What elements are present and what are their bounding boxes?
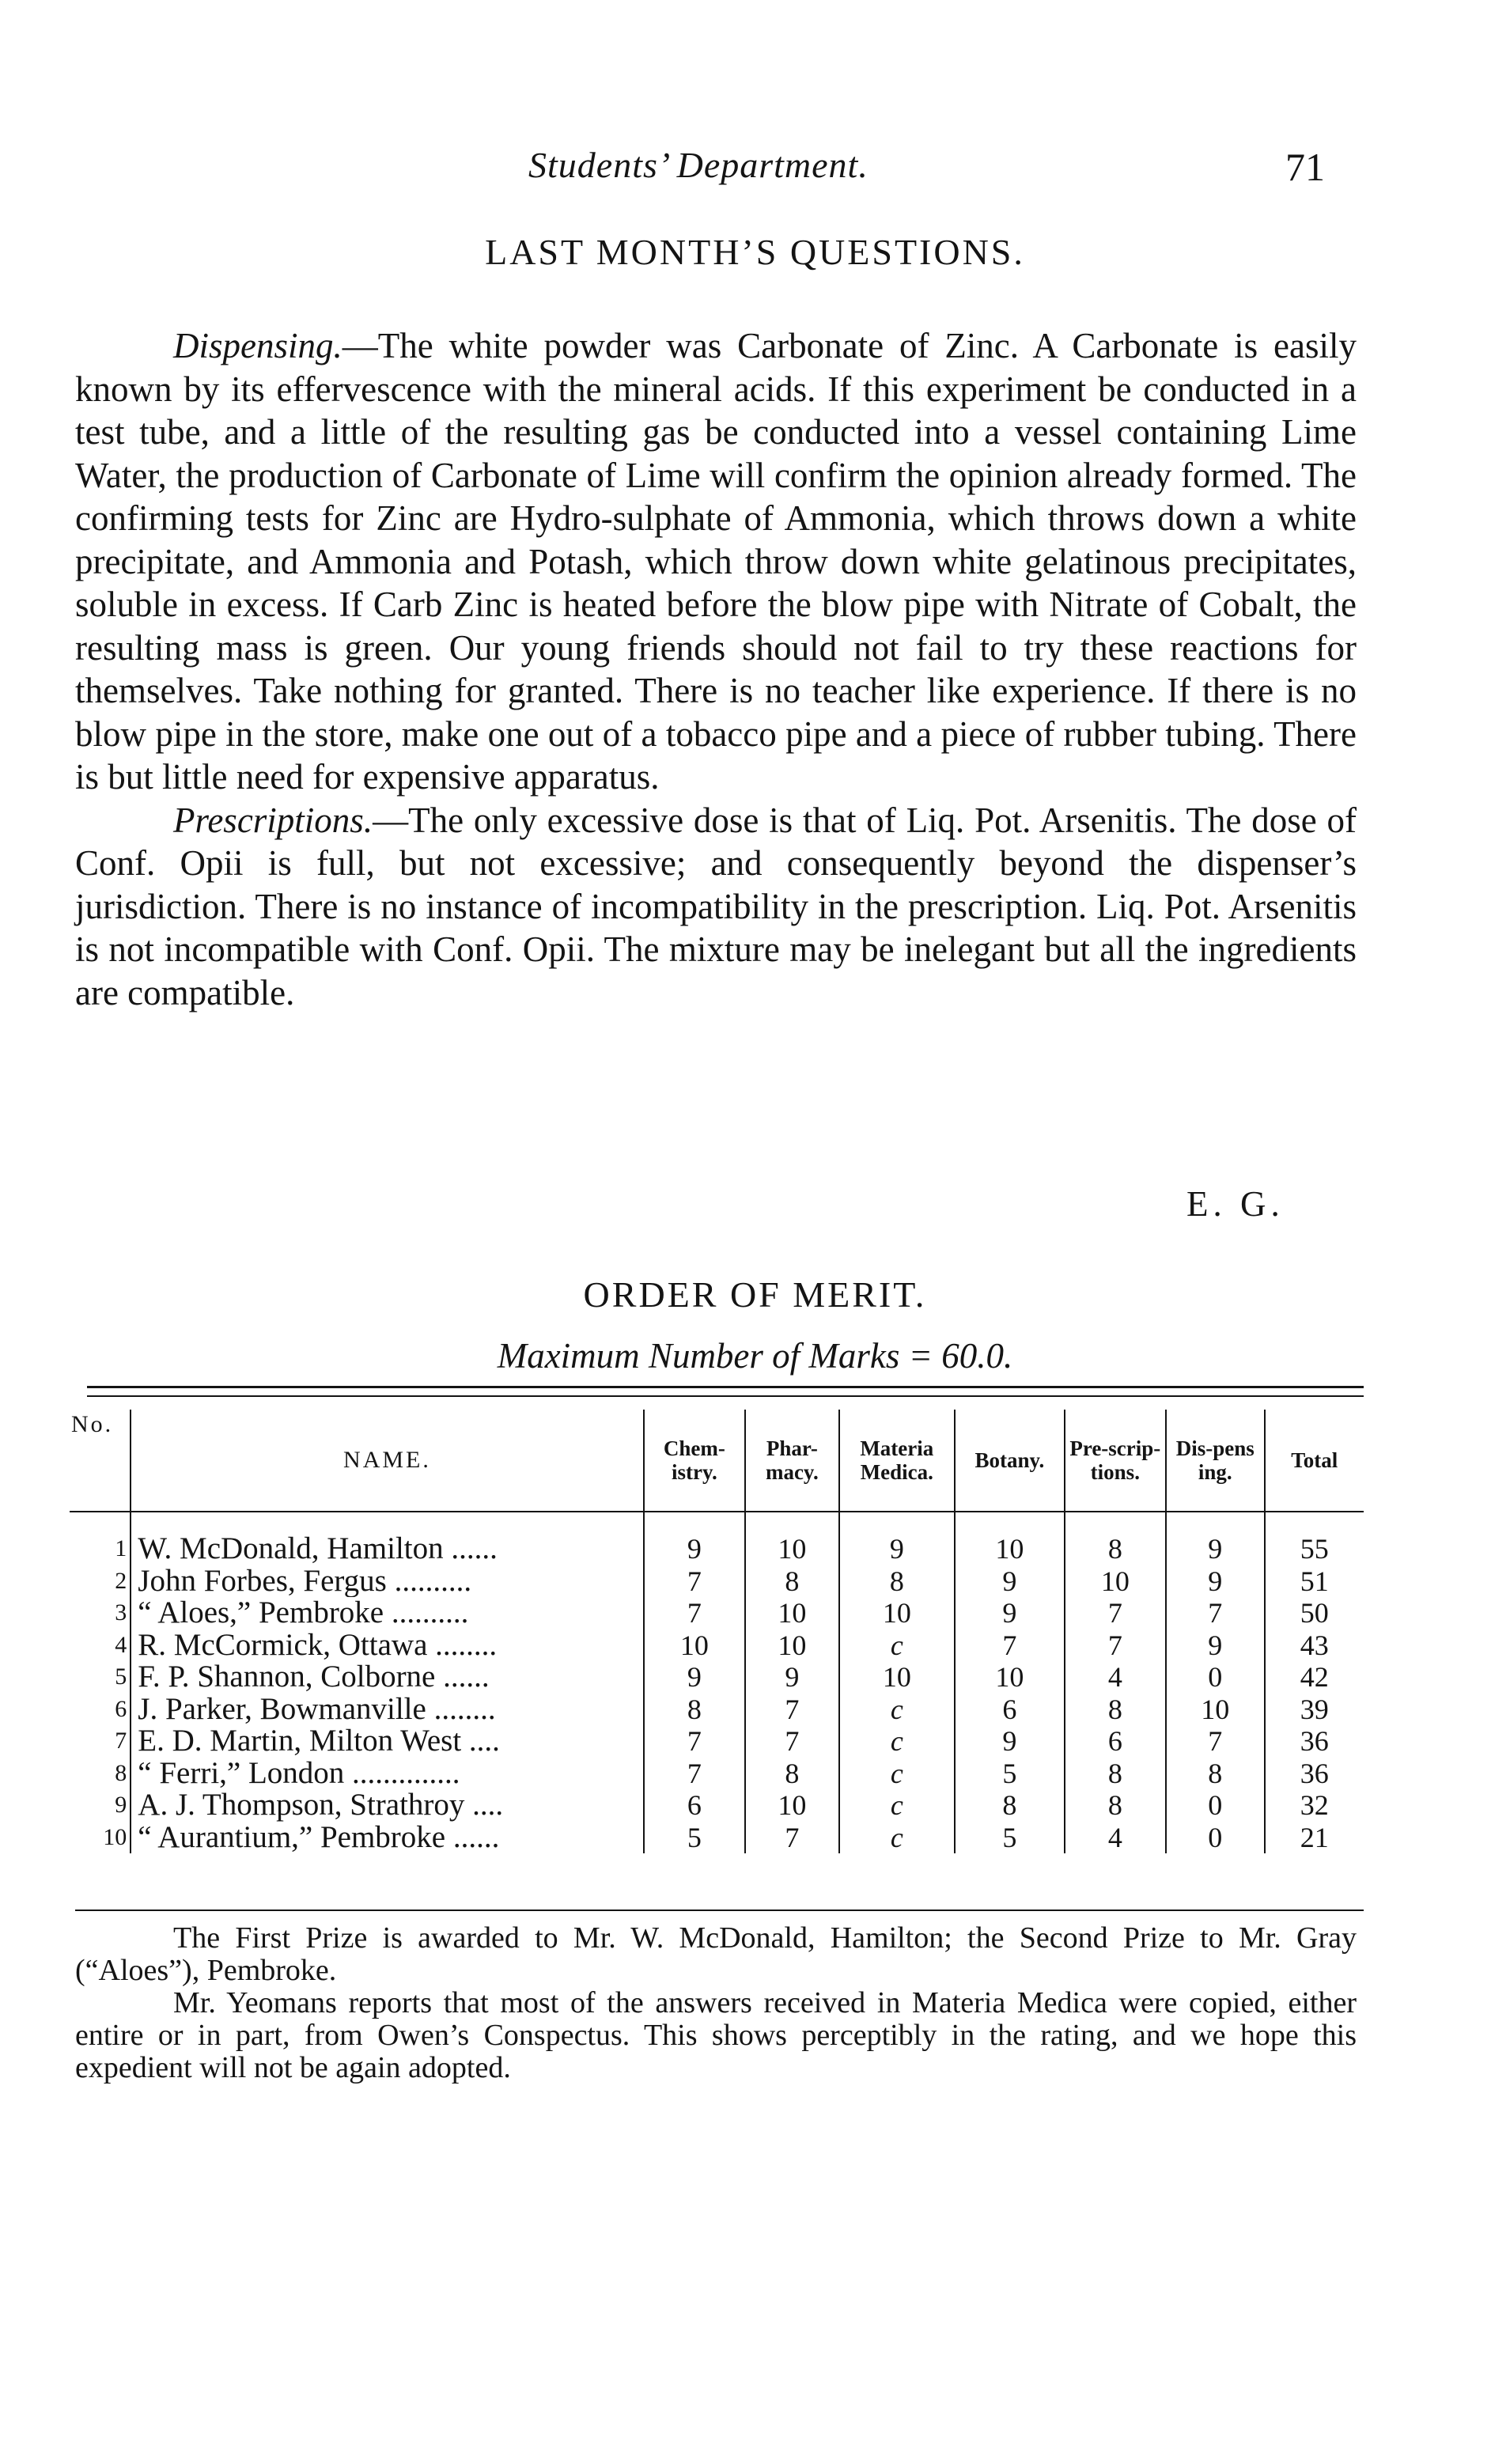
table-row (70, 1789, 1364, 1822)
table-row (70, 1694, 1364, 1726)
cell-total: 21 (1265, 1822, 1364, 1854)
cell-dispensing: 10 (1166, 1694, 1264, 1726)
cell-pharmacy: 8 (745, 1758, 838, 1790)
cell-botany: 9 (955, 1725, 1065, 1758)
row-no: 9 (115, 1792, 127, 1819)
dispensing-label: Dispensing. (173, 326, 342, 365)
row-no: 10 (103, 1823, 127, 1850)
questions-body (75, 324, 1357, 1014)
cell-chemistry: 10 (644, 1629, 745, 1662)
col-pharmacy: Phar-macy. (745, 1410, 838, 1512)
row-name: E. D. Martin, Milton West .... (131, 1725, 643, 1758)
cell-total: 50 (1265, 1597, 1364, 1629)
table-row (70, 1629, 1364, 1662)
col-botany: Botany. (955, 1410, 1065, 1512)
table-row (70, 1725, 1364, 1758)
cell-botany: 8 (955, 1789, 1065, 1822)
cell-chemistry: 8 (644, 1694, 745, 1726)
cell-materia-medica: c (839, 1822, 956, 1854)
cell-materia-medica: 10 (839, 1597, 956, 1629)
row-no: 6 (115, 1695, 127, 1722)
table-row (70, 1822, 1364, 1854)
cell-dispensing: 0 (1166, 1789, 1264, 1822)
cell-pharmacy: 10 (745, 1597, 838, 1629)
cell-materia-medica: c (839, 1725, 956, 1758)
cell-botany: 6 (955, 1694, 1065, 1726)
cell-dispensing: 9 (1166, 1629, 1264, 1662)
cell-dispensing: 8 (1166, 1758, 1264, 1790)
col-no: No. (71, 1411, 114, 1437)
cell-prescriptions: 8 (1065, 1758, 1166, 1790)
notes (75, 1922, 1357, 2084)
cell-chemistry: 9 (644, 1661, 745, 1694)
cell-botany: 7 (955, 1629, 1065, 1662)
cell-prescriptions: 10 (1065, 1565, 1166, 1598)
table-row (70, 1512, 1364, 1565)
cell-materia-medica: c (839, 1629, 956, 1662)
col-total: Total (1265, 1410, 1364, 1512)
cell-dispensing: 9 (1166, 1565, 1264, 1598)
cell-total: 42 (1265, 1661, 1364, 1694)
cell-dispensing: 0 (1166, 1661, 1264, 1694)
col-chemistry: Chem-istry. (644, 1410, 745, 1512)
cell-chemistry: 7 (644, 1758, 745, 1790)
row-name: R. McCormick, Ottawa ........ (131, 1629, 643, 1662)
row-name: F. P. Shannon, Colborne ...... (131, 1661, 643, 1694)
signature: E. G. (1186, 1184, 1285, 1224)
cell-chemistry: 5 (644, 1822, 745, 1854)
row-name: “ Ferri,” London .............. (131, 1758, 643, 1790)
cell-prescriptions: 6 (1065, 1725, 1166, 1758)
cell-botany: 5 (955, 1822, 1065, 1854)
row-no: 2 (115, 1567, 127, 1594)
cell-prescriptions: 8 (1065, 1789, 1166, 1822)
row-name: John Forbes, Fergus .......... (131, 1565, 643, 1598)
table-bottom-rule (75, 1910, 1364, 1911)
table-row (70, 1597, 1364, 1629)
cell-prescriptions: 4 (1065, 1661, 1166, 1694)
prescriptions-label: Prescriptions. (173, 800, 373, 840)
cell-pharmacy: 10 (745, 1512, 838, 1565)
cell-materia-medica: 10 (839, 1661, 956, 1694)
prescriptions-text: —The only excessive dose is that of Liq. Pot. Arsenitis. The dose of Conf. Opii is full, but not excessive; and consequently beyond the dispenser’s jurisdiction. There is no instance of incompatibility in the prescription. Liq. Pot. Arsenitis is not incompatible with Conf. Opii. The mixture may be inelegant but all the ingredients are compatible. (75, 800, 1357, 1012)
cell-chemistry: 7 (644, 1597, 745, 1629)
cell-prescriptions: 8 (1065, 1512, 1166, 1565)
row-no: 4 (115, 1631, 127, 1658)
row-name: “ Aurantium,” Pembroke ...... (131, 1822, 643, 1854)
cell-prescriptions: 7 (1065, 1597, 1166, 1629)
order-of-merit-table (70, 1410, 1364, 1853)
cell-chemistry: 7 (644, 1565, 745, 1598)
row-no: 1 (115, 1535, 127, 1562)
cell-prescriptions: 8 (1065, 1694, 1166, 1726)
cell-total: 51 (1265, 1565, 1364, 1598)
cell-materia-medica: c (839, 1789, 956, 1822)
cell-pharmacy: 7 (745, 1822, 838, 1854)
table-row (70, 1758, 1364, 1790)
questions-heading: LAST MONTH’S QUESTIONS. (485, 232, 1025, 272)
row-name: W. McDonald, Hamilton ...... (131, 1512, 643, 1565)
row-no: 3 (115, 1599, 127, 1626)
cell-botany: 9 (955, 1597, 1065, 1629)
col-dispensing: Dis-pens ing. (1166, 1410, 1264, 1512)
row-no: 8 (115, 1759, 127, 1786)
cell-dispensing: 0 (1166, 1822, 1264, 1854)
dispensing-text: —The white powder was Carbonate of Zinc. A Carbonate is easily known by its effervescence with the mineral acids. If this experiment be conducted in a test tube, and a little of the resulting gas be conducted into a vessel containing Lime Water, the production of Carbonate of Lime will confirm the opinion already formed. The confirming tests for Zinc are Hydro-sulphate of Ammonia, which throws down a white precipitate, and Ammonia and Potash, which throw down white gelatinous precipitates, soluble in excess. If Carb Zinc is heated before the blow pipe with Nitrate of Cobalt, the resulting mass is green. Our young friends should not fail to try these reactions for themselves. Take nothing for granted. There is no teacher like experience. If there is no blow pipe in the store, make one out of a tobacco pipe and a piece of rubber tubing. There is but little need for expensive apparatus. (75, 326, 1357, 797)
cell-dispensing: 7 (1166, 1597, 1264, 1629)
prize-note: The First Prize is awarded to Mr. W. McDonald, Hamilton; the Second Prize to Mr. Gray (“Aloes”), Pembroke. (75, 1921, 1357, 1987)
row-name: A. J. Thompson, Strathroy .... (131, 1789, 643, 1822)
cell-pharmacy: 10 (745, 1629, 838, 1662)
cell-dispensing: 9 (1166, 1512, 1264, 1565)
row-no: 5 (115, 1663, 127, 1690)
col-materia-medica: Materia Medica. (839, 1410, 956, 1512)
merit-subheading: Maximum Number of Marks = 60.0. (497, 1336, 1013, 1376)
cell-chemistry: 6 (644, 1789, 745, 1822)
cell-total: 43 (1265, 1629, 1364, 1662)
cell-botany: 9 (955, 1565, 1065, 1598)
cell-botany: 5 (955, 1758, 1065, 1790)
page-number: 71 (1285, 145, 1325, 189)
cell-botany: 10 (955, 1512, 1065, 1565)
yeomans-note: Mr. Yeomans reports that most of the answers received in Materia Medica were copied, either entire or in part, from Owen’s Conspectus. This shows perceptibly in the rating, and we hope this expedient will not be again adopted. (75, 1986, 1357, 2084)
cell-materia-medica: 9 (839, 1512, 956, 1565)
cell-dispensing: 7 (1166, 1725, 1264, 1758)
cell-total: 55 (1265, 1512, 1364, 1565)
cell-prescriptions: 4 (1065, 1822, 1166, 1854)
cell-pharmacy: 9 (745, 1661, 838, 1694)
row-name: “ Aloes,” Pembroke .......... (131, 1597, 643, 1629)
table-top-rule-inner (87, 1395, 1364, 1397)
cell-chemistry: 7 (644, 1725, 745, 1758)
cell-materia-medica: 8 (839, 1565, 956, 1598)
cell-botany: 10 (955, 1661, 1065, 1694)
running-title: Students’ Department. (528, 145, 869, 185)
cell-total: 39 (1265, 1694, 1364, 1726)
cell-pharmacy: 7 (745, 1725, 838, 1758)
col-prescriptions: Pre-scrip-tions. (1065, 1410, 1166, 1512)
cell-total: 36 (1265, 1725, 1364, 1758)
table-row (70, 1565, 1364, 1598)
table-top-rule (87, 1386, 1364, 1388)
table-header-row (70, 1410, 1364, 1512)
cell-pharmacy: 8 (745, 1565, 838, 1598)
col-name: NAME. (131, 1410, 643, 1512)
cell-prescriptions: 7 (1065, 1629, 1166, 1662)
dispensing-paragraph (75, 324, 1357, 799)
cell-pharmacy: 7 (745, 1694, 838, 1726)
row-no: 7 (115, 1728, 127, 1754)
prescriptions-paragraph (75, 799, 1357, 1015)
cell-materia-medica: c (839, 1758, 956, 1790)
merit-heading: ORDER OF MERIT. (583, 1274, 927, 1315)
cell-pharmacy: 10 (745, 1789, 838, 1822)
cell-total: 36 (1265, 1758, 1364, 1790)
cell-materia-medica: c (839, 1694, 956, 1726)
row-name: J. Parker, Bowmanville ........ (131, 1694, 643, 1726)
table-row (70, 1661, 1364, 1694)
cell-total: 32 (1265, 1789, 1364, 1822)
cell-chemistry: 9 (644, 1512, 745, 1565)
